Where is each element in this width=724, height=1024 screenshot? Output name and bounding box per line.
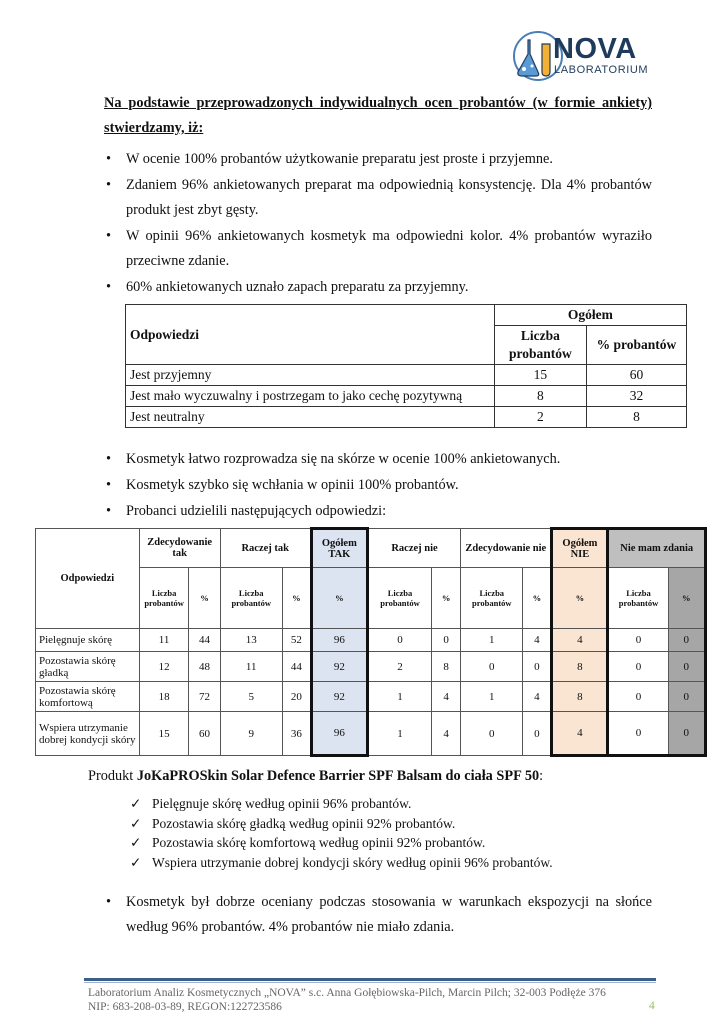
cell: 0	[668, 629, 705, 652]
cell: 8	[552, 682, 608, 712]
row-label: Jest mało wyczuwalny i postrzegam to jako cechę pozytywną	[126, 386, 495, 407]
checkmark-icon: ✓	[130, 835, 142, 850]
row-count: 2	[494, 407, 586, 428]
group-header: Ogółem NIE	[552, 529, 608, 568]
table1-header-answers: Odpowiedzi	[126, 305, 495, 365]
checkmark-icon: ✓	[130, 796, 142, 811]
sub-header-count: Liczba probantów	[139, 568, 189, 629]
page-number: 4	[649, 1000, 655, 1012]
check-item: ✓ Pielęgnuje skórę według opinii 96% probantów.	[130, 794, 553, 814]
cell: 18	[139, 682, 189, 712]
cell: 1	[461, 629, 523, 652]
sub-header-pct: %	[189, 568, 220, 629]
table2-header-answers: Odpowiedzi	[36, 529, 140, 629]
cell: 12	[139, 652, 189, 682]
group-header: Nie mam zdania	[608, 529, 706, 568]
bullet-item: • W ocenie 100% probantów użytkowanie preparatu jest proste i przyjemne.	[104, 147, 652, 172]
cell: 0	[523, 712, 552, 756]
cell: 15	[139, 712, 189, 756]
logo-title: NOVA	[553, 33, 637, 65]
row-pct: 8	[586, 407, 686, 428]
logo-subtitle: LABORATORIUM	[554, 64, 649, 76]
sub-header-pct: %	[282, 568, 311, 629]
product-name: JoKaPROSkin Solar Defence Barrier SPF Balsam do ciała SPF 50	[136, 768, 540, 784]
cell: 0	[523, 652, 552, 682]
cell: 44	[282, 652, 311, 682]
bullet-list-2	[104, 447, 652, 525]
row-pct: 32	[586, 386, 686, 407]
row-label: Jest neutralny	[126, 407, 495, 428]
cell: 4	[552, 712, 608, 756]
cell: 4	[523, 682, 552, 712]
cell: 9	[220, 712, 282, 756]
checkmark-icon: ✓	[130, 854, 142, 870]
bullet-item: • Kosmetyk był dobrze oceniany podczas stosowania w warunkach ekspozycji na słońce według 96% probantów. 4% probantów nie miało zdania.	[104, 890, 652, 940]
cell: 0	[668, 652, 705, 682]
intro-heading: Na podstawie przeprowadzonych indywidualnych ocen probantów (w formie ankiety) stwierdzamy, iż:	[104, 95, 652, 136]
cell: 0	[608, 652, 668, 682]
table-row	[126, 386, 687, 407]
cell: 4	[432, 682, 461, 712]
bullet-item: • Kosmetyk szybko się wchłania w opinii 100% probantów.	[104, 473, 652, 498]
sub-header-pct: %	[432, 568, 461, 629]
check-list	[130, 794, 553, 872]
product-prefix: Produkt	[88, 768, 137, 784]
cell: 0	[608, 712, 668, 756]
table-row	[36, 712, 706, 756]
cell: 1	[367, 712, 431, 756]
table1-header-count: Liczba probantów	[494, 326, 586, 365]
cell: 4	[552, 629, 608, 652]
cell: 92	[311, 682, 367, 712]
sub-header-count: Liczba probantów	[461, 568, 523, 629]
cell: 92	[311, 652, 367, 682]
cell: 36	[282, 712, 311, 756]
bullet-item: • Kosmetyk łatwo rozprowadza się na skórze w ocenie 100% ankietowanych.	[104, 447, 652, 472]
rating-table	[35, 527, 707, 757]
sub-header-pct: %	[311, 568, 367, 629]
group-header: Raczej tak	[220, 529, 311, 568]
cell: 11	[220, 652, 282, 682]
cell: 0	[432, 629, 461, 652]
cell: 44	[189, 629, 220, 652]
cell: 48	[189, 652, 220, 682]
cell: 8	[432, 652, 461, 682]
bullet-list-3	[104, 890, 652, 941]
cell: 8	[552, 652, 608, 682]
row-label: Pozostawia skórę komfortową	[36, 682, 140, 712]
cell: 0	[668, 682, 705, 712]
table-row	[36, 652, 706, 682]
row-pct: 60	[586, 365, 686, 386]
row-count: 15	[494, 365, 586, 386]
cell: 0	[668, 712, 705, 756]
footer-divider-thin	[84, 982, 656, 983]
product-suffix: :	[539, 768, 544, 784]
table1-header-total: Ogółem	[494, 305, 686, 326]
cell: 52	[282, 629, 311, 652]
group-header: Zdecydowanie nie	[461, 529, 552, 568]
check-item: ✓ Wspiera utrzymanie dobrej kondycji skóry według opinii 96% probantów.	[130, 853, 553, 873]
bullet-item: • W opinii 96% ankietowanych kosmetyk ma odpowiedni kolor. 4% probantów wyraziło przeciwne zdanie.	[104, 224, 652, 274]
table-row	[36, 682, 706, 712]
cell: 96	[311, 629, 367, 652]
cell: 0	[608, 682, 668, 712]
cell: 1	[461, 682, 523, 712]
cell: 0	[367, 629, 431, 652]
cell: 2	[367, 652, 431, 682]
table-row	[126, 365, 687, 386]
check-item: ✓ Pozostawia skórę komfortową według opinii 92% probantów.	[130, 833, 553, 853]
cell: 0	[608, 629, 668, 652]
cell: 1	[367, 682, 431, 712]
cell: 0	[461, 712, 523, 756]
cell: 4	[523, 629, 552, 652]
footer-address: Laboratorium Analiz Kosmetycznych „NOVA” s.c. Anna Gołębiowska-Pilch, Marcin Pilch; 32-003 Podłęże 376	[88, 987, 606, 999]
cell: 4	[432, 712, 461, 756]
check-item: ✓ Pozostawia skórę gładką według opinii 92% probantów.	[130, 814, 553, 834]
bullet-list-1	[104, 147, 652, 301]
bullet-item: • 60% ankietowanych uznało zapach preparatu za przyjemny.	[104, 275, 652, 300]
sub-header-pct: %	[668, 568, 705, 629]
group-header: Zdecydowanie tak	[139, 529, 220, 568]
scent-table	[125, 304, 687, 428]
cell: 5	[220, 682, 282, 712]
cell: 0	[461, 652, 523, 682]
sub-header-pct: %	[523, 568, 552, 629]
footer	[88, 986, 648, 1014]
group-header: Ogółem TAK	[311, 529, 367, 568]
bullet-item: • Probanci udzielili następujących odpowiedzi:	[104, 499, 652, 524]
cell: 13	[220, 629, 282, 652]
cell: 11	[139, 629, 189, 652]
row-count: 8	[494, 386, 586, 407]
table1-header-pct: % probantów	[586, 326, 686, 365]
sub-header-count: Liczba probantów	[367, 568, 431, 629]
sub-header-pct: %	[552, 568, 608, 629]
footer-ids: NIP: 683-208-03-89, REGON:122723586	[88, 1001, 282, 1013]
product-line	[88, 768, 543, 785]
cell: 96	[311, 712, 367, 756]
row-label: Wspiera utrzymanie dobrej kondycji skóry	[36, 712, 140, 756]
checkmark-icon: ✓	[130, 815, 142, 831]
bullet-item: • Zdaniem 96% ankietowanych preparat ma odpowiednią konsystencję. Dla 4% probantów produkt jest zbyt gęsty.	[104, 173, 652, 223]
row-label: Pozostawia skórę gładką	[36, 652, 140, 682]
footer-divider	[84, 978, 656, 981]
row-label: Pielęgnuje skórę	[36, 629, 140, 652]
cell: 72	[189, 682, 220, 712]
sub-header-count: Liczba probantów	[220, 568, 282, 629]
table-row	[126, 407, 687, 428]
cell: 60	[189, 712, 220, 756]
table-row	[36, 629, 706, 652]
cell: 20	[282, 682, 311, 712]
row-label: Jest przyjemny	[126, 365, 495, 386]
group-header: Raczej nie	[367, 529, 460, 568]
sub-header-count: Liczba probantów	[608, 568, 668, 629]
